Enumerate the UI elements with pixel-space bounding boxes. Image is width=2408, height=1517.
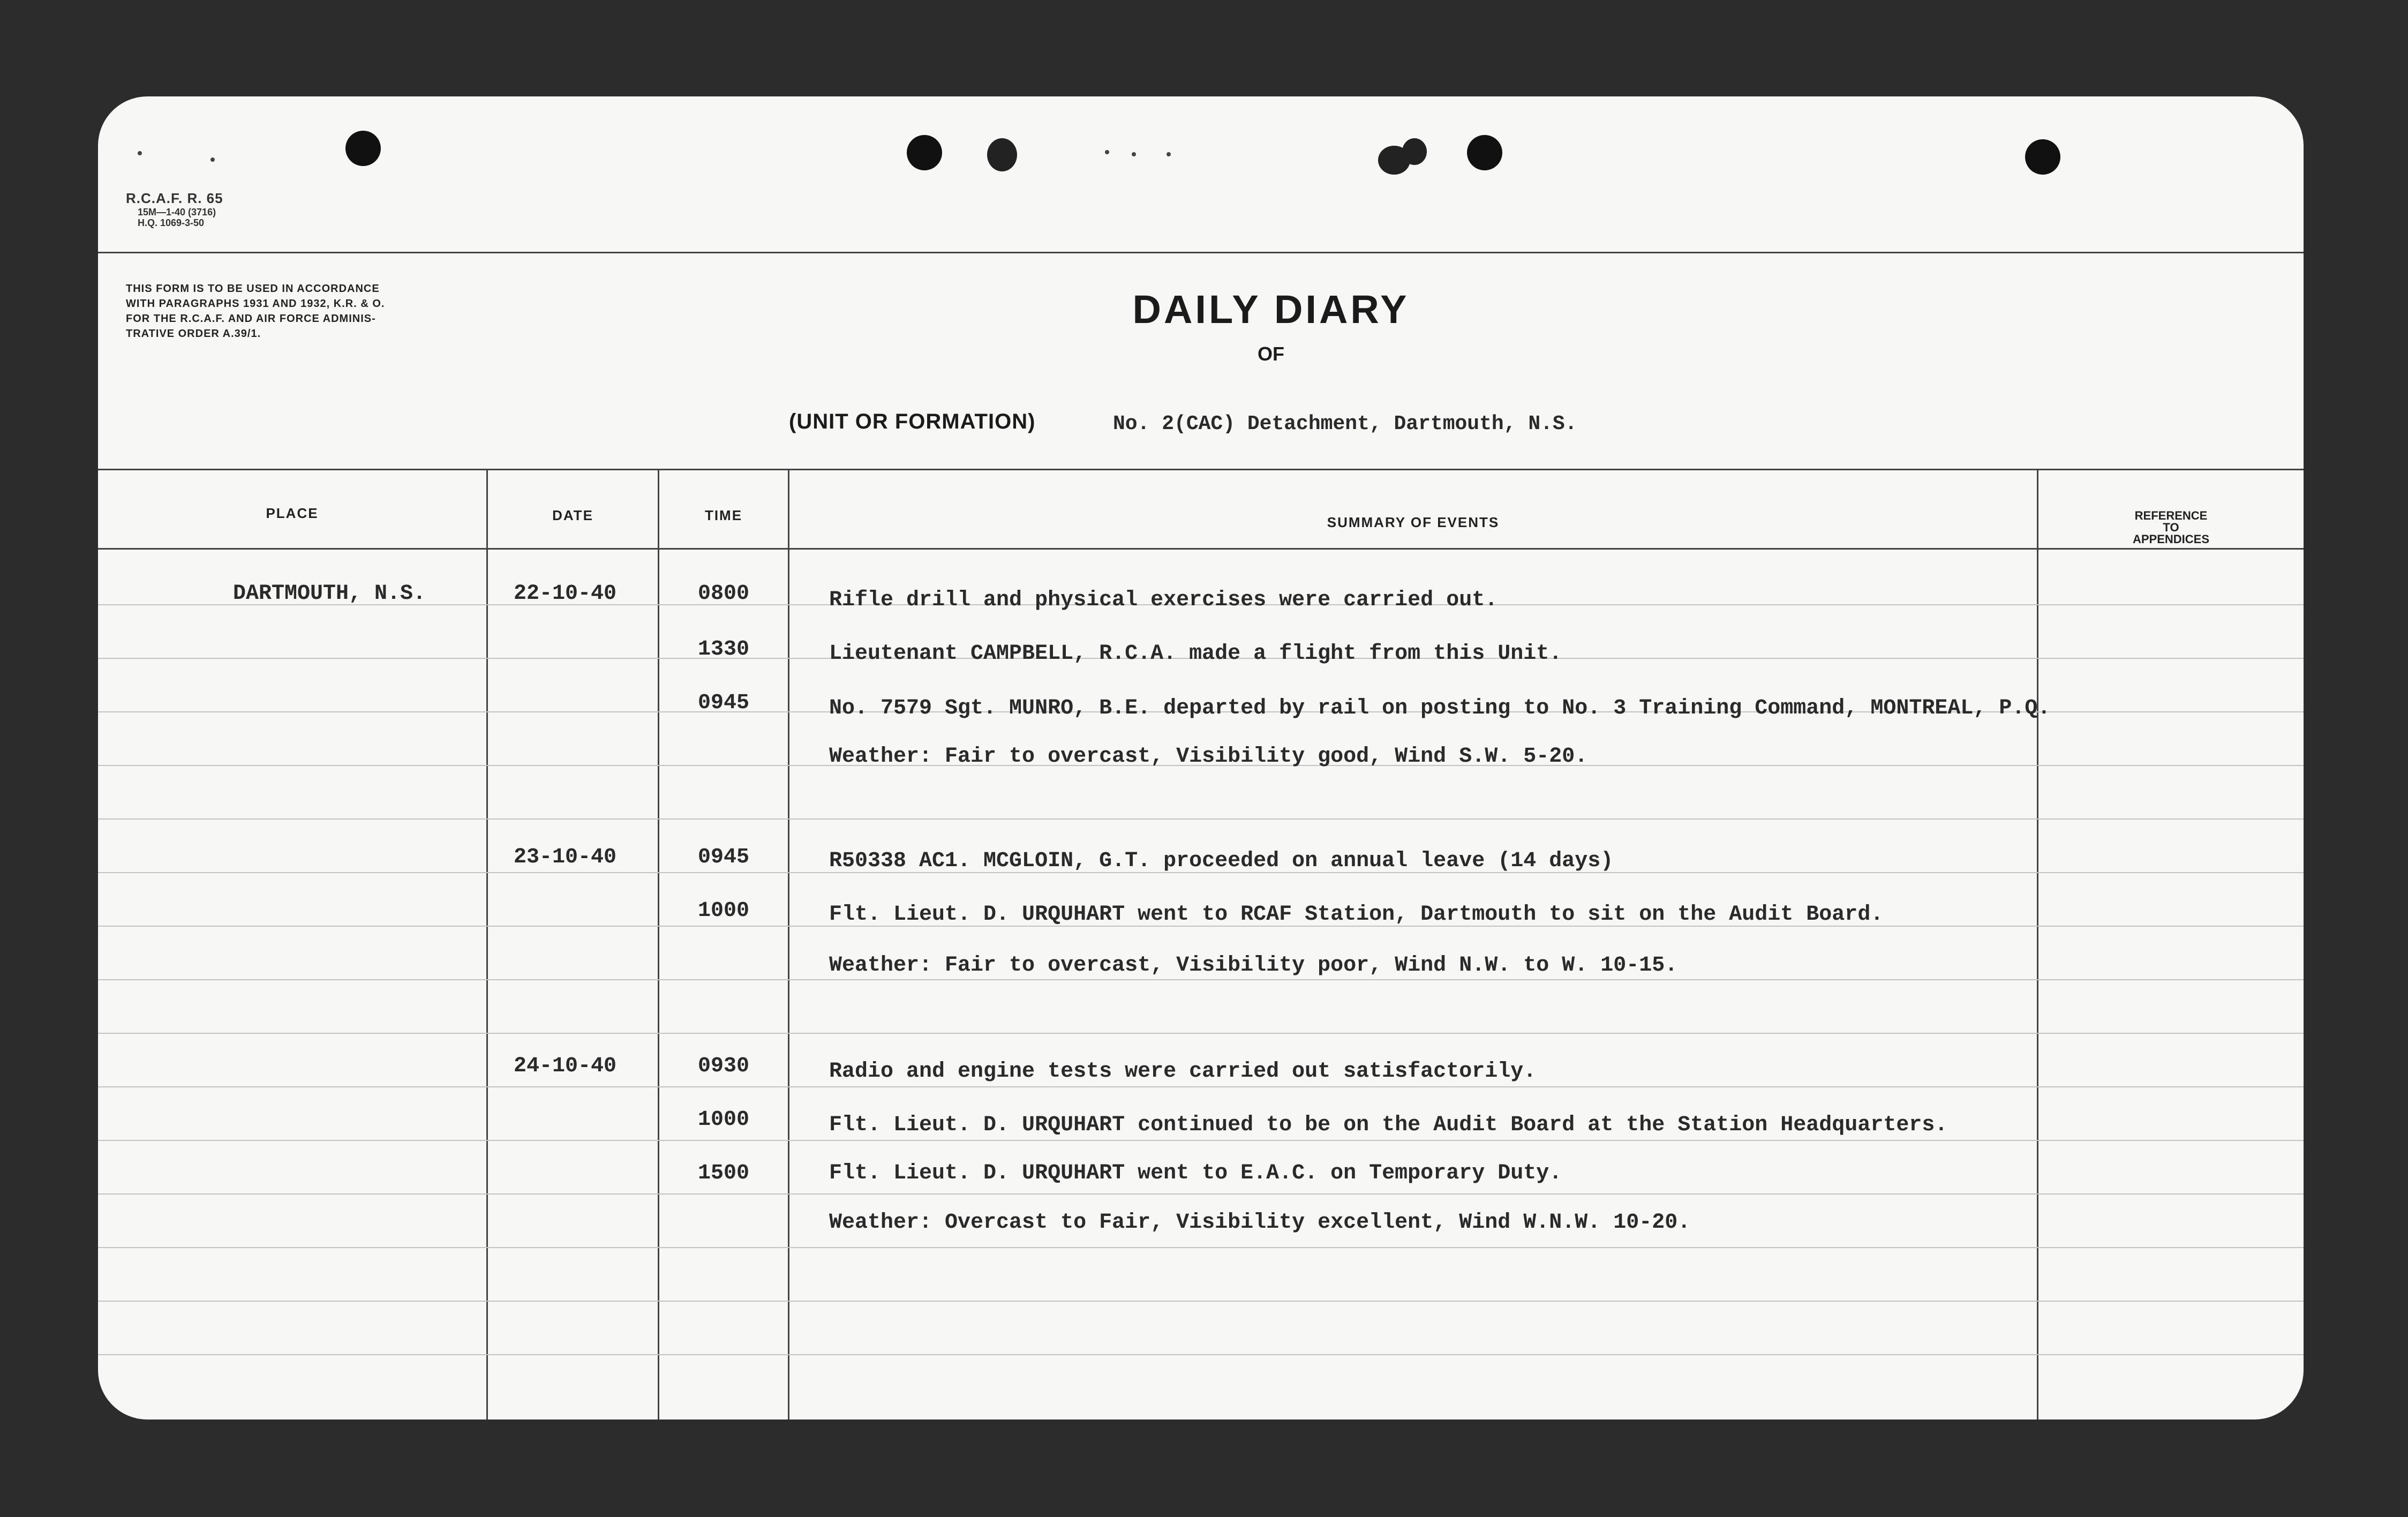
column-divider: [486, 469, 488, 1420]
ruled-line: [98, 1033, 2304, 1034]
ink-smudge: [987, 138, 1017, 171]
form-code-hq: H.Q. 1069-3-50: [138, 217, 205, 228]
speck: [210, 157, 215, 162]
date-entry: 24-10-40: [514, 1054, 617, 1078]
speck: [138, 151, 142, 155]
column-heading-reference: [2038, 510, 2304, 545]
header-top-rule: [98, 252, 2304, 253]
weather-summary: Weather: Overcast to Fair, Visibility excellent, Wind W.N.W. 10-20.: [829, 1211, 1691, 1235]
place-entry: DARTMOUTH, N.S.: [233, 582, 426, 606]
unit-label: (UNIT OR FORMATION): [789, 410, 1036, 433]
page-title: DAILY DIARY: [1132, 287, 1410, 332]
event-summary: Flt. Lieut. D. URQUHART went to RCAF Station, Dartmouth to sit on the Audit Board.: [829, 903, 1884, 927]
event-summary: Rifle drill and physical exercises were carried out.: [829, 588, 1498, 612]
event-summary: Flt. Lieut. D. URQUHART went to E.A.C. on Temporary Duty.: [829, 1161, 1562, 1185]
ruled-line: [98, 1301, 2304, 1302]
speck: [1132, 152, 1136, 156]
column-heading-summary: SUMMARY OF EVENTS: [1327, 514, 1500, 530]
time-entry: 1000: [697, 1108, 749, 1132]
weather-summary: Weather: Fair to overcast, Visibility good, Wind S.W. 5-20.: [829, 745, 1588, 769]
ruled-line: [98, 1247, 2304, 1248]
ruled-line: [98, 1086, 2304, 1087]
column-divider: [658, 469, 659, 1420]
diary-page: [98, 96, 2304, 1420]
event-summary: No. 7579 Sgt. MUNRO, B.E. departed by rail on posting to No. 3 Training Command, MONTREAL, P.Q.: [829, 696, 2051, 720]
form-code: [126, 190, 223, 228]
time-entry: 1000: [697, 899, 749, 923]
event-summary: Radio and engine tests were carried out satisfactorily.: [829, 1060, 1537, 1084]
time-entry: 0945: [697, 845, 749, 869]
time-entry: 0945: [697, 691, 749, 715]
title-of: OF: [1258, 343, 1284, 365]
date-entry: 23-10-40: [514, 845, 617, 869]
column-divider: [788, 469, 789, 1420]
ruled-line: [98, 1193, 2304, 1195]
form-code-number: R.C.A.F. R. 65: [126, 190, 223, 206]
weather-summary: Weather: Fair to overcast, Visibility poor, Wind N.W. to W. 10-15.: [829, 953, 1678, 978]
time-entry: 0930: [697, 1054, 749, 1078]
reference-line: REFERENCE TO APPENDICES: [2132, 509, 2210, 546]
column-heading-time: TIME: [704, 507, 743, 523]
time-entry: 1330: [697, 637, 749, 662]
table-top-rule: [98, 469, 2304, 470]
column-head-rule: [98, 548, 2304, 550]
form-instructions: THIS FORM IS TO BE USED IN ACCORDANCE WITH PARAGRAPHS 1931 AND 1932, K.R. & O. FOR THE R.C.A.F. AND AIR FORCE ADMINIS- TRATIVE ORDER A.39/1.: [126, 283, 385, 340]
punch-hole: [1467, 135, 1502, 170]
column-heading-place: PLACE: [266, 505, 319, 521]
ruled-line: [98, 979, 2304, 980]
column-divider: [2037, 469, 2038, 1420]
unit-value: No. 2(CAC) Detachment, Dartmouth, N.S.: [1113, 412, 1577, 435]
form-code-print: 15M—1-40 (3716): [138, 207, 216, 217]
date-entry: 22-10-40: [514, 582, 617, 606]
punch-hole: [2025, 139, 2060, 175]
event-summary: Lieutenant CAMPBELL, R.C.A. made a flight from this Unit.: [829, 642, 1562, 666]
punch-hole: [345, 131, 381, 166]
time-entry: 0800: [697, 582, 749, 606]
speck: [1105, 150, 1109, 154]
ruled-line: [98, 818, 2304, 820]
punch-hole: [907, 135, 942, 170]
ruled-line: [98, 1140, 2304, 1141]
ink-smudge: [1402, 138, 1427, 165]
event-summary: R50338 AC1. MCGLOIN, G.T. proceeded on annual leave (14 days): [829, 849, 1614, 873]
ruled-line: [98, 1354, 2304, 1355]
event-summary: Flt. Lieut. D. URQUHART continued to be on the Audit Board at the Station Headquarters.: [829, 1113, 1948, 1137]
column-heading-date: DATE: [552, 507, 593, 523]
speck: [1167, 152, 1171, 156]
time-entry: 1500: [697, 1161, 749, 1185]
